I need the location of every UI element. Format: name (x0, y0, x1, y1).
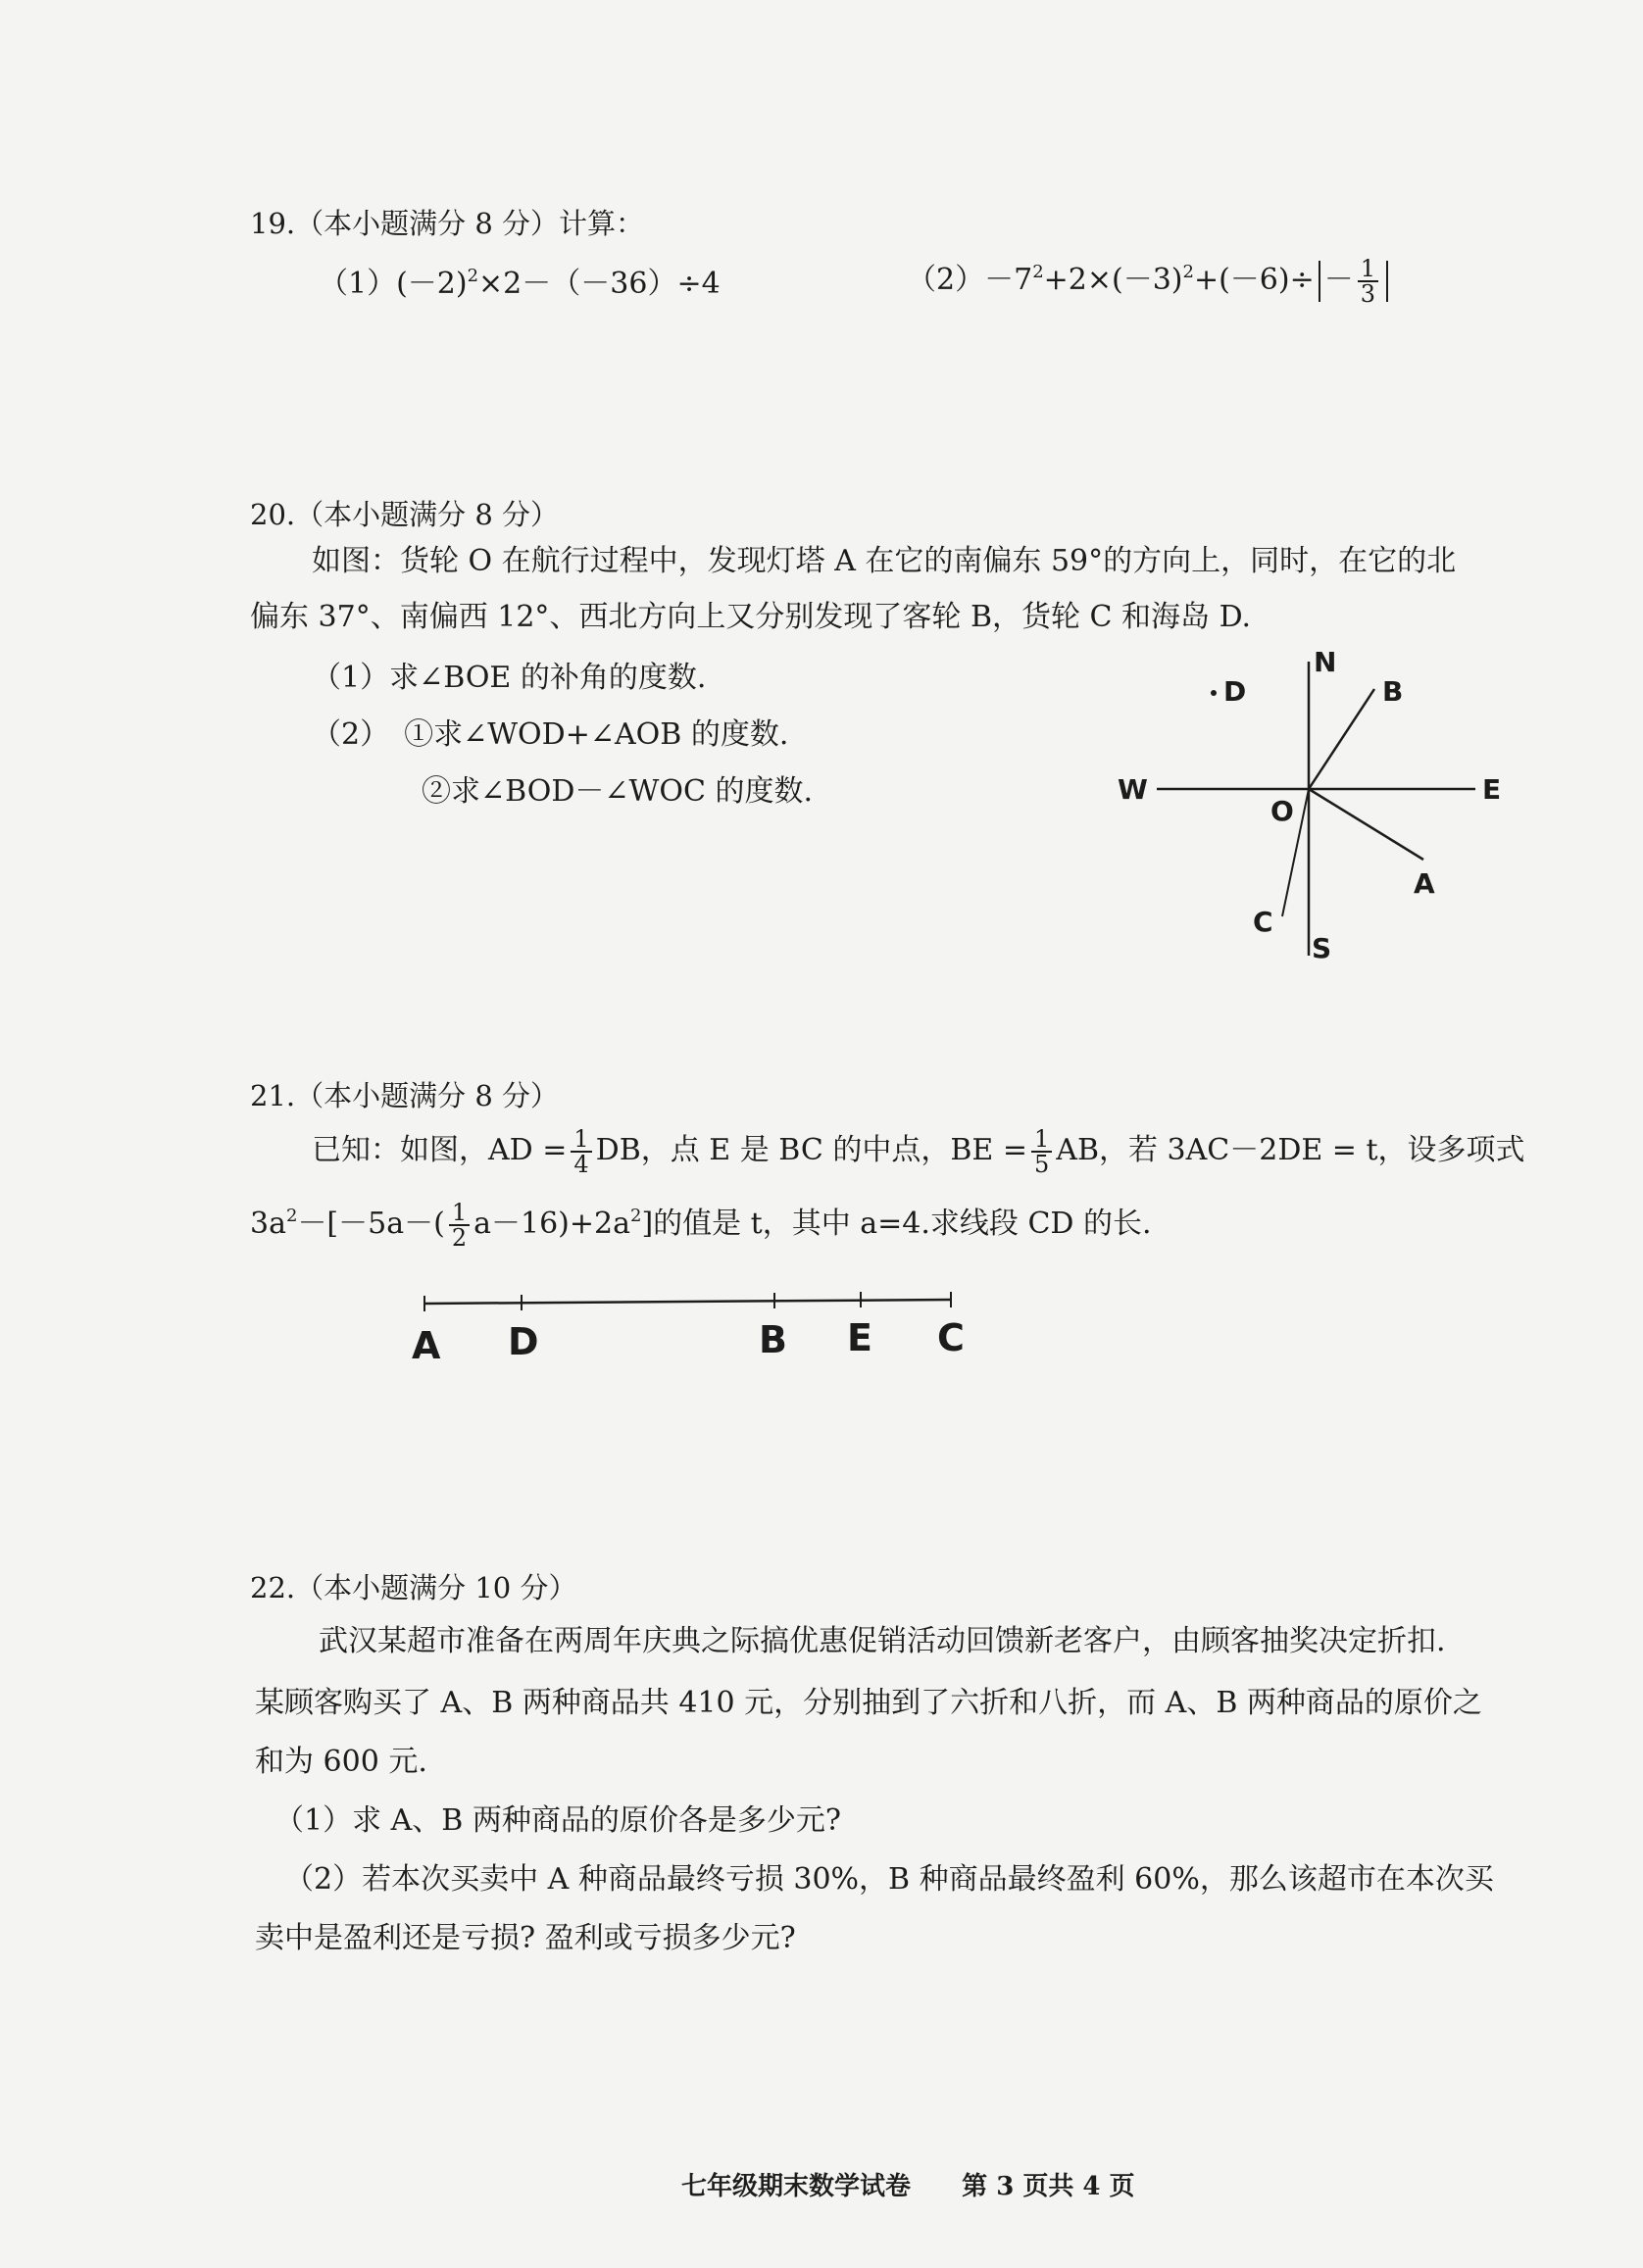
q22-sub2-line1: （2）若本次买卖中 A 种商品最终亏损 30%，B 种商品最终盈利 60%，那么该超市在本次买 (284, 1862, 1494, 1897)
q21-line2 (250, 1201, 1152, 1250)
label-e: E (1482, 773, 1502, 806)
q21-fraction2-num: 1 (1031, 1127, 1052, 1153)
label-a: A (1414, 867, 1435, 900)
label-w: W (1118, 773, 1148, 806)
q21-fraction2 (1031, 1127, 1052, 1176)
q19-fraction (1358, 257, 1378, 306)
q19-part2-exponent2: 2 (1182, 262, 1194, 282)
q21-text2: DB，点 E 是 BC 的中点，BE = (595, 1133, 1027, 1167)
label-n: N (1314, 646, 1337, 678)
compass-diagram (1108, 642, 1539, 975)
q19-part2-mid: +2×(－3) (1043, 263, 1183, 297)
q20-line2: 偏东 37°、南偏西 12°、西北方向上又分别发现了客轮 B，货轮 C 和海岛 D. (250, 600, 1252, 634)
q20-sub1: （1）求∠BOE 的补角的度数. (312, 661, 707, 695)
q21-text7: ]的值是 t，其中 a=4.求线段 CD 的长. (641, 1207, 1152, 1241)
abs-bar-right (1386, 261, 1388, 302)
segment-label-c: C (937, 1316, 965, 1359)
segment-label-a: A (412, 1324, 441, 1367)
q21-exp1: 2 (285, 1206, 298, 1226)
q20-sub2b: ②求∠BOD－∠WOC 的度数. (422, 774, 813, 809)
q21-text5: －[－5a－( (297, 1207, 445, 1241)
q20-sub2a: （2） ①求∠WOD+∠AOB 的度数. (312, 717, 789, 752)
q21-fraction3-den: 2 (451, 1224, 468, 1252)
q19-part1-pre: （1）(－2) (319, 267, 468, 301)
q22-sub2-line2: 卖中是盈利还是亏损? 盈利或亏损多少元? (255, 1921, 796, 1955)
q21-heading: 21.（本小题满分 8 分） (250, 1079, 560, 1112)
label-c: C (1253, 906, 1273, 938)
footer-page-number: 第 3 页共 4 页 (962, 2172, 1135, 2201)
q21-text3: AB，若 3AC－2DE = t，设多项式 (1056, 1133, 1525, 1167)
q21-exp2: 2 (629, 1206, 642, 1226)
label-s: S (1312, 932, 1332, 964)
q21-fraction1-num: 1 (571, 1127, 591, 1153)
q19-fraction-denominator: 3 (1360, 280, 1376, 308)
q20-heading: 20.（本小题满分 8 分） (250, 498, 560, 531)
ray-ob (1309, 689, 1374, 789)
segment-label-d: D (508, 1320, 539, 1363)
point-d-dot (1211, 690, 1217, 696)
q22-line3: 和为 600 元. (255, 1745, 427, 1779)
q21-fraction2-den: 5 (1034, 1151, 1050, 1178)
segment-ac (424, 1300, 951, 1304)
q19-part1-exponent: 2 (467, 266, 479, 286)
q22-sub1: （1）求 A、B 两种商品的原价各是多少元? (274, 1803, 841, 1838)
label-d: D (1223, 675, 1247, 708)
q21-fraction1-den: 4 (573, 1151, 589, 1178)
label-b: B (1382, 675, 1404, 708)
q21-fraction3 (449, 1201, 470, 1250)
q21-fraction3-num: 1 (449, 1201, 470, 1226)
footer (681, 2166, 1135, 2202)
q20-line1: 如图：货轮 O 在航行过程中，发现灯塔 A 在它的南偏东 59°的方向上，同时，在它的北 (312, 544, 1457, 578)
q21-text1: 已知：如图，AD = (312, 1133, 568, 1167)
segment-label-b: B (759, 1318, 787, 1361)
ray-oa (1309, 789, 1423, 860)
q19-part2-abs-sign: － (1323, 263, 1354, 297)
q21-fraction1 (571, 1127, 591, 1176)
q21-text6: a－16)+2a (473, 1207, 630, 1241)
q21-line1 (312, 1127, 1525, 1176)
q19-part2 (907, 257, 1392, 306)
q19-heading: 19.（本小题满分 8 分）计算： (250, 207, 645, 240)
q22-line1: 武汉某超市准备在两周年庆典之际搞优惠促销活动回馈新老客户，由顾客抽奖决定折扣. (319, 1624, 1446, 1658)
footer-title: 七年级期末数学试卷 (681, 2172, 912, 2201)
q22-line2: 某顾客购买了 A、B 两种商品共 410 元，分别抽到了六折和八折，而 A、B 两种商品的原价之 (255, 1686, 1482, 1720)
abs-bar-left (1319, 261, 1320, 302)
label-o: O (1270, 795, 1294, 827)
q19-part2-exponent: 2 (1032, 262, 1044, 282)
segment-label-e: E (847, 1316, 872, 1359)
q19-part1-post: ×2－（－36）÷4 (478, 267, 721, 301)
q19-fraction-numerator: 1 (1358, 257, 1378, 282)
q21-text4: 3a (250, 1207, 286, 1241)
q19-part2-post: +(－6)÷ (1193, 263, 1315, 297)
q22-heading: 22.（本小题满分 10 分） (250, 1571, 577, 1604)
q19-part2-pre: （2）－7 (907, 263, 1033, 297)
line-segment-diagram (392, 1284, 1000, 1392)
q19-part1 (319, 265, 721, 304)
